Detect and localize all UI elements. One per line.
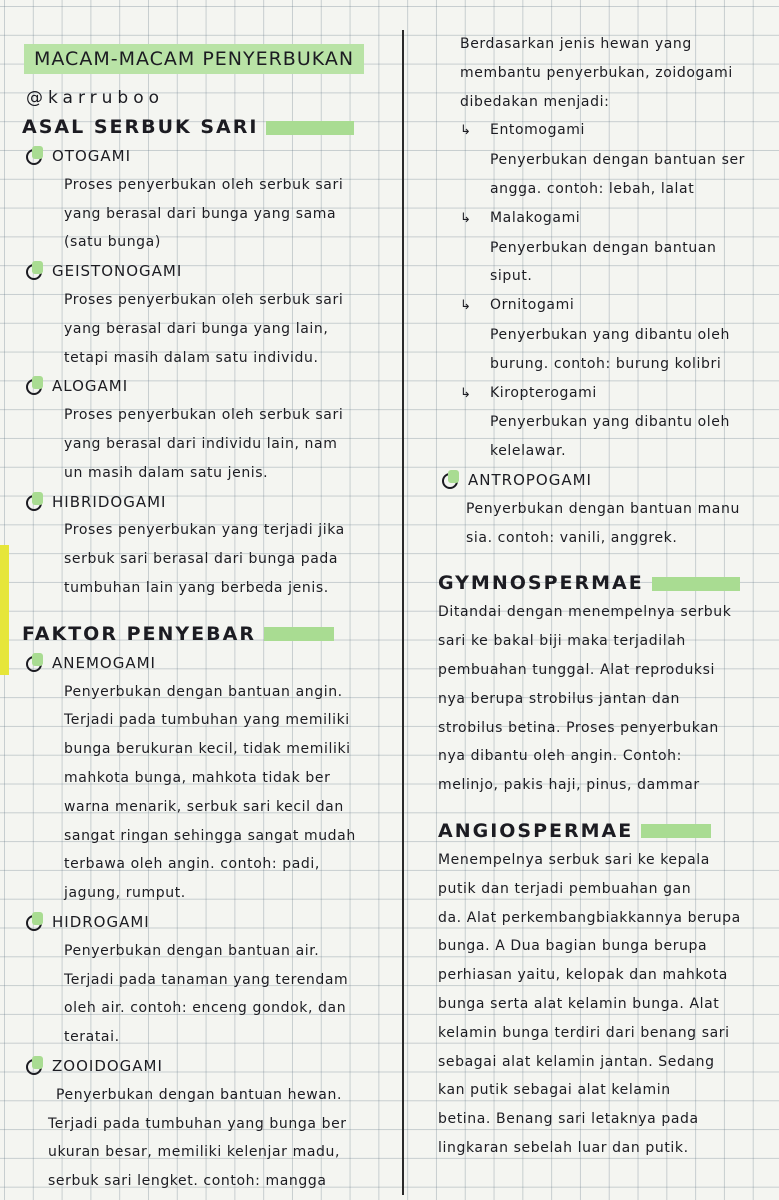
text-line: mahkota bunga, mahkota tidak ber bbox=[64, 769, 331, 786]
text-line: yang berasal dari bunga yang sama bbox=[64, 205, 337, 222]
item-anemogami bbox=[22, 649, 398, 908]
arrow-icon: ↳ bbox=[460, 298, 472, 314]
arrow-icon: ↳ bbox=[460, 123, 472, 139]
angiospermae-text bbox=[438, 846, 768, 1163]
text-line: sari ke bakal biji maka terjadilah bbox=[438, 633, 686, 650]
text-line: Ditandai dengan menempelnya serbuk bbox=[438, 604, 732, 621]
text-line: bunga berukuran kecil, tidak memiliki bbox=[64, 741, 351, 758]
column-divider bbox=[402, 30, 404, 1195]
text-line: terbawa oleh angin. contoh: padi, bbox=[64, 856, 320, 873]
text-line: ukuran besar, memiliki kelenjar madu, bbox=[48, 1144, 341, 1161]
zoidogami-intro bbox=[438, 30, 768, 116]
text-line: da. Alat perkembangbiakkannya berupa bbox=[438, 909, 741, 926]
text-line: lingkaran sebelah luar dan putik. bbox=[438, 1139, 689, 1156]
text-line: HIDROGAMI bbox=[22, 908, 398, 937]
text-line: serbuk sari lengket. contoh: mangga bbox=[48, 1173, 327, 1190]
arrow-icon: ↳ bbox=[460, 385, 472, 401]
text-line: betina. Benang sari letaknya pada bbox=[438, 1111, 699, 1128]
text-line: ↳ Kiropterogami bbox=[438, 379, 768, 409]
text-line: melinjo, pakis haji, pinus, dammar bbox=[438, 777, 700, 794]
text-line: ANEMOGAMI bbox=[22, 649, 398, 678]
text-line: bunga serta alat kelamin bunga. Alat bbox=[438, 995, 720, 1012]
text-line: perhiasan yaitu, kelopak dan mahkota bbox=[438, 967, 728, 984]
section-heading-angiospermae: ANGIOSPERMAE bbox=[438, 816, 768, 846]
item-antropogami bbox=[438, 466, 768, 552]
section-heading-asal: ASAL SERBUK SARI bbox=[22, 112, 398, 142]
author-handle: @karruboo bbox=[26, 88, 165, 108]
text-line: un masih dalam satu jenis. bbox=[64, 464, 269, 481]
text-line: Penyerbukan dengan bantuan ser bbox=[490, 152, 746, 169]
text-line: membantu penyerbukan, zoidogami bbox=[460, 64, 733, 81]
text-line: kelamin bunga terdiri dari benang sari bbox=[438, 1024, 730, 1041]
text-line: Penyerbukan yang dibantu oleh bbox=[490, 326, 730, 343]
bullet-icon bbox=[26, 379, 42, 395]
text-line: yang berasal dari individu lain, nam bbox=[64, 435, 338, 452]
text-line: OTOGAMI bbox=[22, 142, 398, 171]
highlight-mark bbox=[266, 121, 354, 135]
text-line: Penyerbukan dengan bantuan air. bbox=[64, 942, 320, 959]
text-line: Berdasarkan jenis hewan yang bbox=[460, 36, 692, 52]
item-hibridogami bbox=[22, 488, 398, 603]
text-line: dibedakan menjadi: bbox=[460, 93, 610, 110]
bullet-icon bbox=[442, 473, 458, 489]
item-otogami bbox=[22, 142, 398, 257]
gymnospermae-text bbox=[438, 598, 768, 800]
text-line: Menempelnya serbuk sari ke kepala bbox=[438, 851, 710, 868]
text-line: teratai. bbox=[64, 1029, 120, 1046]
page-title: MACAM-MACAM PENYERBUKAN bbox=[24, 44, 364, 74]
item-zooidogami bbox=[22, 1052, 398, 1196]
yellow-page-edge bbox=[0, 545, 9, 675]
text-line: burung. contoh: burung kolibri bbox=[490, 355, 722, 372]
text-line: oleh air. contoh: enceng gondok, dan bbox=[64, 1000, 347, 1017]
text-line: kelelawar. bbox=[490, 443, 567, 460]
text-line: kan putik sebagai alat kelamin bbox=[438, 1082, 671, 1099]
text-line: warna menarik, serbuk sari kecil dan bbox=[64, 798, 344, 815]
bullet-icon bbox=[26, 149, 42, 165]
section-heading-faktor: FAKTOR PENYEBAR bbox=[22, 619, 398, 649]
text-line: ZOOIDOGAMI bbox=[22, 1052, 398, 1081]
text-line: Proses penyerbukan oleh serbuk sari bbox=[64, 176, 344, 193]
text-line: nya berupa strobilus jantan dan bbox=[438, 690, 680, 707]
subitem-kiropterogami bbox=[438, 379, 768, 466]
subitem-ornitogami bbox=[438, 291, 768, 378]
item-geistonogami bbox=[22, 257, 398, 372]
text-line: putik dan terjadi pembuahan gan bbox=[438, 880, 692, 897]
text-line: Proses penyerbukan oleh serbuk sari bbox=[64, 291, 344, 308]
text-line: nya dibantu oleh angin. Contoh: bbox=[438, 748, 682, 765]
text-line: Proses penyerbukan yang terjadi jika bbox=[64, 522, 345, 539]
text-line: Penyerbukan dengan bantuan bbox=[490, 239, 717, 256]
highlight-mark bbox=[641, 824, 711, 838]
text-line: Terjadi pada tumbuhan yang memiliki bbox=[64, 712, 350, 729]
text-line: ↳ Ornitogami bbox=[438, 291, 768, 321]
text-line: bunga. A Dua bagian bunga berupa bbox=[438, 938, 708, 955]
arrow-icon: ↳ bbox=[460, 210, 472, 226]
text-line: Penyerbukan dengan bantuan manu bbox=[466, 500, 740, 517]
bullet-icon bbox=[26, 656, 42, 672]
text-line: sia. contoh: vanili, anggrek. bbox=[466, 529, 678, 546]
text-line: ALOGAMI bbox=[22, 372, 398, 401]
text-line: Penyerbukan dengan bantuan hewan. bbox=[56, 1086, 343, 1103]
bullet-icon bbox=[26, 495, 42, 511]
bullet-icon bbox=[26, 1059, 42, 1075]
text-line: strobilus betina. Proses penyerbukan bbox=[438, 719, 719, 736]
text-line: siput. bbox=[490, 268, 533, 285]
text-line: sangat ringan sehingga sangat mudah bbox=[64, 827, 356, 844]
subitem-entomogami bbox=[438, 116, 768, 203]
bullet-icon bbox=[26, 264, 42, 280]
subitem-malakogami bbox=[438, 204, 768, 291]
text-line: Proses penyerbukan oleh serbuk sari bbox=[64, 407, 344, 424]
highlight-mark bbox=[264, 627, 334, 641]
text-line: GEISTONOGAMI bbox=[22, 257, 398, 286]
text-line: angga. contoh: lebah, lalat bbox=[490, 180, 695, 197]
text-line: HIBRIDOGAMI bbox=[22, 488, 398, 517]
text-line: ↳ Entomogami bbox=[438, 116, 768, 146]
text-line: (satu bunga) bbox=[64, 234, 161, 251]
right-column bbox=[438, 30, 768, 1163]
item-alogami bbox=[22, 372, 398, 487]
text-line: Penyerbukan yang dibantu oleh bbox=[490, 414, 730, 431]
text-line: ↳ Malakogami bbox=[438, 204, 768, 234]
text-line: pembuahan tunggal. Alat reproduksi bbox=[438, 661, 716, 678]
text-line: tetapi masih dalam satu individu. bbox=[64, 349, 319, 366]
bullet-icon bbox=[26, 915, 42, 931]
text-line: Terjadi pada tanaman yang terendam bbox=[64, 971, 349, 988]
text-line: tumbuhan lain yang berbeda jenis. bbox=[64, 579, 329, 596]
text-line: Penyerbukan dengan bantuan angin. bbox=[64, 683, 343, 700]
text-line: serbuk sari berasal dari bunga pada bbox=[64, 551, 339, 568]
text-line: Terjadi pada tumbuhan yang bunga ber bbox=[48, 1115, 347, 1132]
text-line: ANTROPOGAMI bbox=[438, 466, 768, 495]
highlight-mark bbox=[652, 577, 740, 591]
text-line: yang berasal dari bunga yang lain, bbox=[64, 320, 329, 337]
text-line: sebagai alat kelamin jantan. Sedang bbox=[438, 1053, 715, 1070]
left-column bbox=[22, 44, 398, 1196]
item-hidrogami bbox=[22, 908, 398, 1052]
text-line: jagung, rumput. bbox=[64, 885, 186, 902]
section-heading-gymnospermae: GYMNOSPERMAE bbox=[438, 568, 768, 598]
